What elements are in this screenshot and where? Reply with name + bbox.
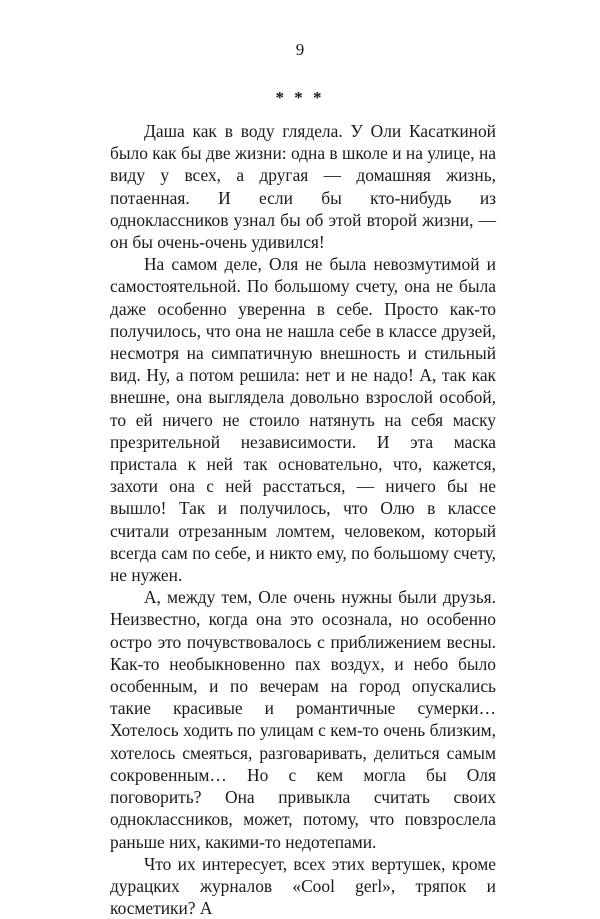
page-number: 9 [295,40,305,59]
paragraph-1: Даша как в воду глядела. У Оли Касаткиной было как бы две жизни: одна в школе и на улице, на виду у всех, а другая — домашняя жизнь, потаенная. И если бы кто-нибудь из одноклассников узнал бы об этой второй жизни, — он бы очень-очень удивился! [110,121,496,253]
text-body [110,120,496,919]
paragraph-4: Что их интересует, всех этих вертушек, кроме дурацких журналов «Cool gerl», тряпок и косметики? А [110,853,496,919]
paragraph-2: На самом деле, Оля не была невозмутимой и самостоятельной. По большому счету, она не была даже особенно уверенна в себе. Просто как-то получилось, что она не нашла себе в классе друзей, несмотря на симпатичную внешность и стильный вид. Ну, а потом решила: нет и не надо! А, так как внешне, она выглядела довольно взрослой особой, то ей ничего не стоило натянуть на себя маску презрительной независимости. И эта маска пристала к ней так основательно, что, кажется, захоти она с ней расстаться, — ничего бы не вышло! Так и получилось, что Олю в классе считали отрезанным ломтем, человеком, который всегда сам по себе, и никто ему, по большому счету, не нужен. [110,254,496,586]
paragraph-3: А, между тем, Оле очень нужны были друзья. Неизвестно, когда она это осознала, но особенно остро это почувствовалось с приближением весны. Как-то необыкновенно пах воздух, и небо было особенным, и по вечерам на город опускались такие красивые и романтичные сумерки… Хотелось ходить по улицам с кем-то очень близким, хотелось смеяться, разговаривать, делиться самым сокровенным… Но с кем могла бы Оля поговорить? Она привыкла считать своих одноклассников, может, потому, что повзрослела раньше них, какими-то недотепами. [110,587,496,852]
section-separator: * * * [275,88,325,107]
